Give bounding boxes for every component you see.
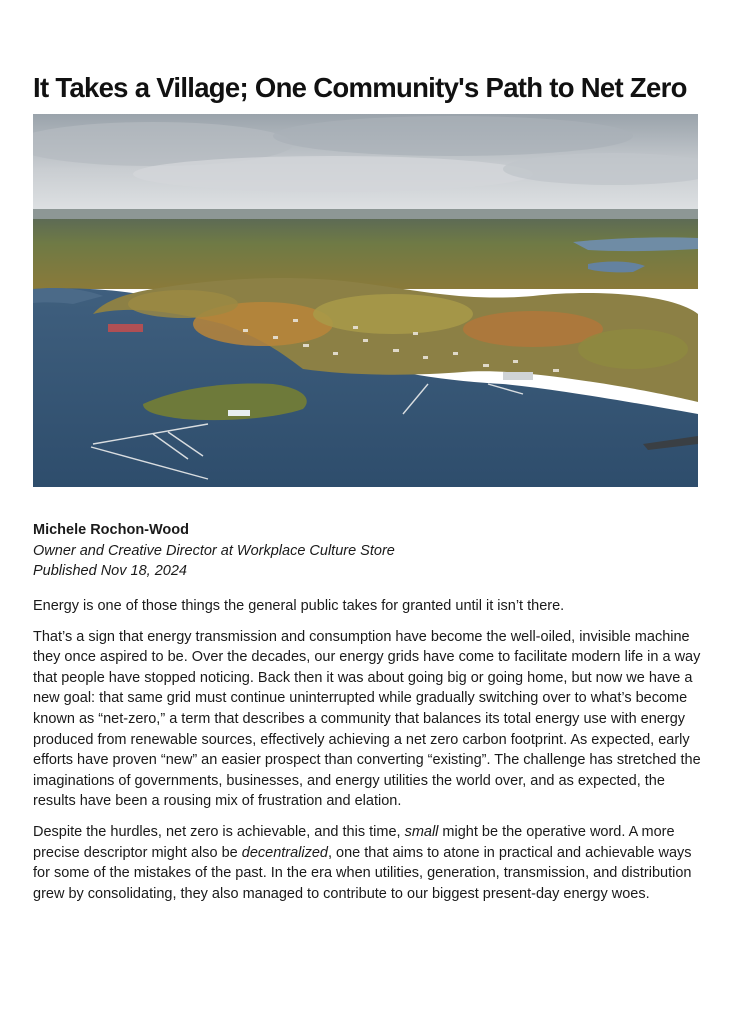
paragraph-3 [33,822,701,904]
author-role: Owner and Creative Director at Workplace Culture Store [33,542,395,559]
emphasis-small: small [404,823,439,840]
paragraph-1: Energy is one of those things the general public takes for granted until it isn’t there. [33,598,565,614]
paragraph-2: That’s a sign that energy transmission and consumption have become the well-oiled, invisible machine they once aspired to be. Over the decades, our energy grids have come to facilitate modern life in a way that people have stopped noticing. Back then it was about going big or going home, but now we have a new goal: that same grid must continue uninterrupted while gradually switching over to what’s become known as “net-zero,” a term that describes a community that balances its total energy use with energy produced from renewable sources, effectively achieving a net zero carbon footprint. As expected, early efforts have proven “new” an easier prospect than converting “existing”. The challenge has stretched the imaginations of governments, businesses, and energy utilities the world over, and as expected, the results have been a rousing mix of frustration and elation. [33,628,701,810]
hero-image [33,114,698,487]
emphasis-decentralized: decentralized [241,844,328,861]
paragraph-3-part-c: , one that aims to atone in practical and achievable ways for some of the mistakes of the past. In the era when utilities, generation, transmission, and distribution grew by consolidating, they also managed to contribute to our biggest present-day energy woes. [33,844,692,902]
article-title: It Takes a Village; One Community's Path to Net Zero [33,72,687,103]
publish-date: Published Nov 18, 2024 [33,563,187,579]
author-name: Michele Rochon-Wood [33,522,190,538]
article-body [33,596,701,914]
paragraph-3-part-a: Despite the hurdles, net zero is achievable, and this time, [33,823,405,840]
paragraph-3-part-b: might be the operative word. A more precise descriptor might also be [33,823,675,861]
byline [33,520,395,582]
